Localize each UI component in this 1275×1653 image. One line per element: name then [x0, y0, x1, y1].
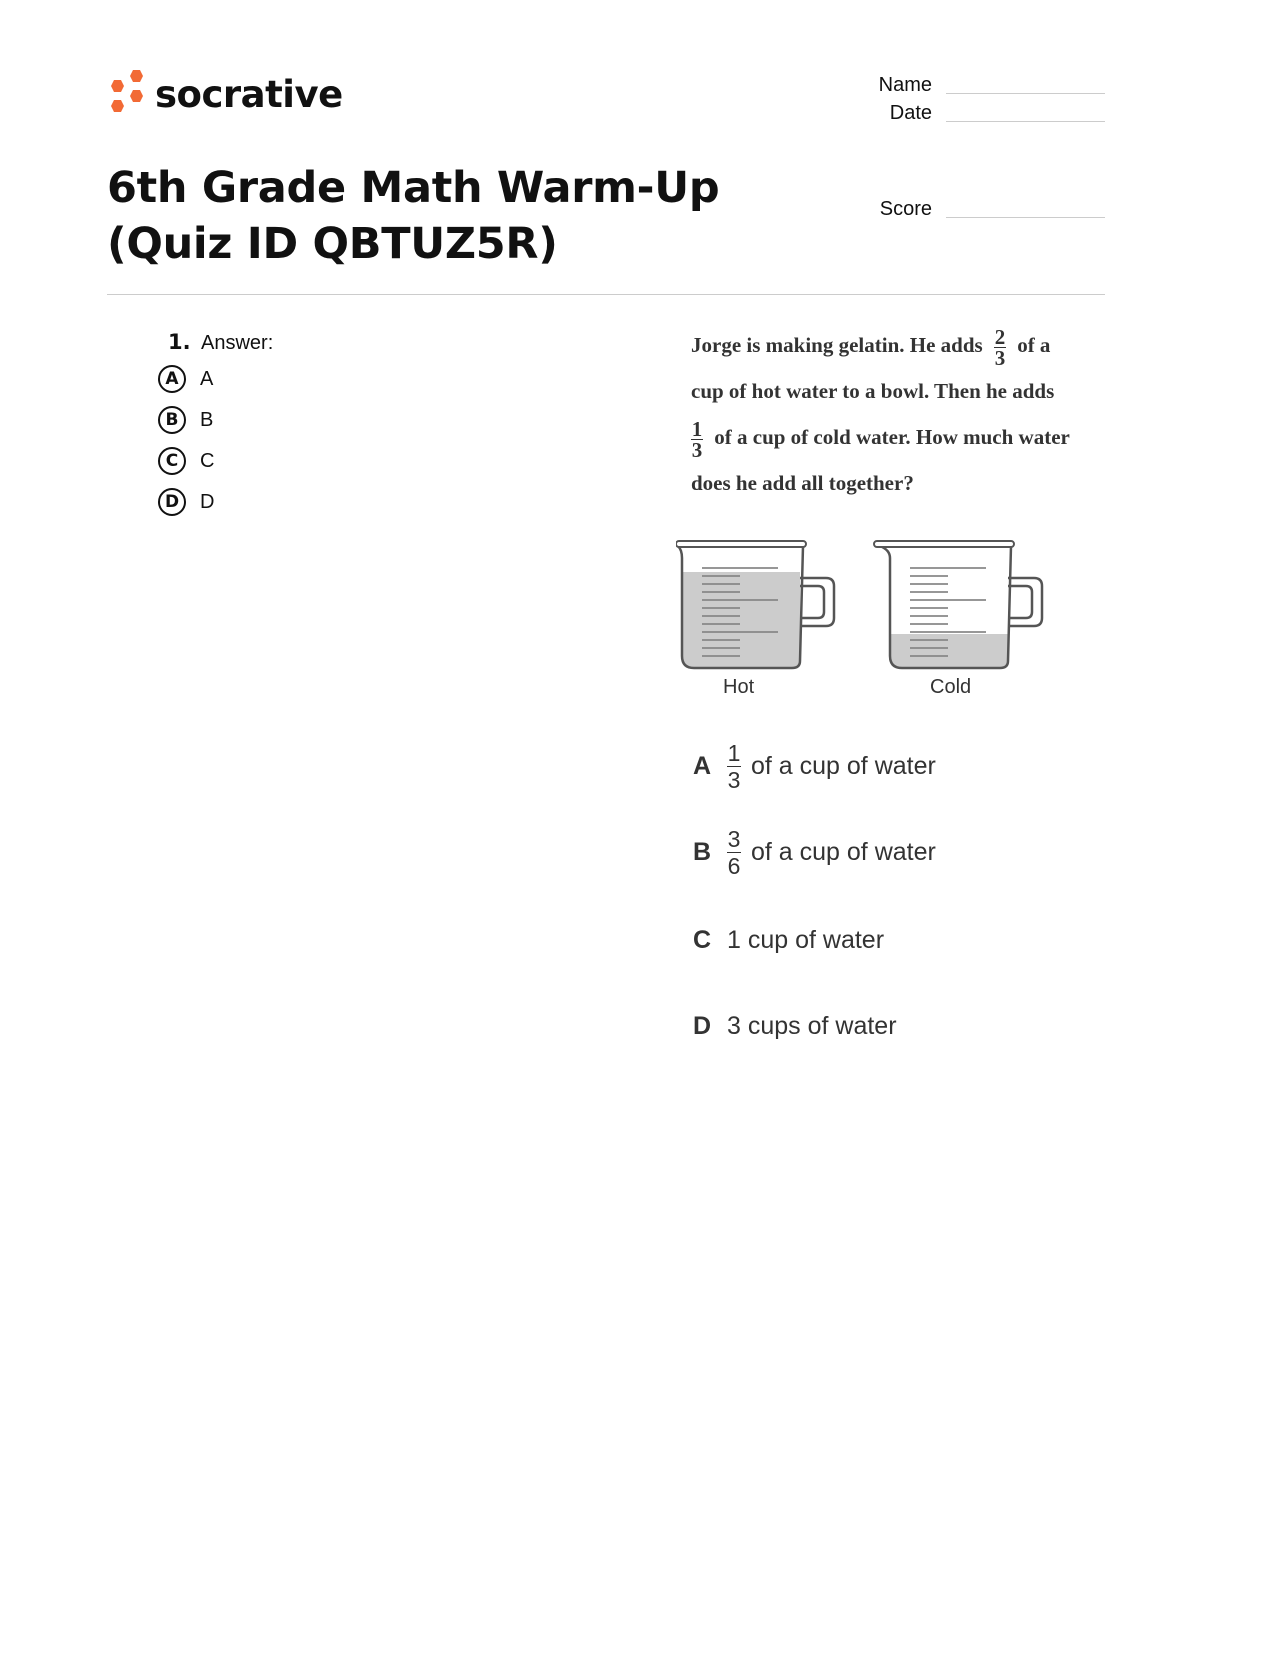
cold-label: Cold — [930, 676, 972, 698]
name-line[interactable] — [946, 92, 1105, 94]
date-line[interactable] — [946, 120, 1105, 122]
measuring-cups-illustration — [676, 536, 1056, 671]
choice-text: of a cup of water — [751, 838, 936, 866]
answer-label: Answer: — [201, 332, 274, 354]
header-divider — [107, 294, 1105, 295]
question-text-part: cup of hot water to a bowl. Then he adds — [691, 379, 1055, 403]
question-image — [676, 536, 1056, 698]
choice-letter: C — [693, 926, 712, 954]
answer-option-b[interactable] — [158, 406, 213, 434]
option-label: B — [200, 408, 214, 431]
choice-letter: B — [693, 838, 712, 866]
choice-a — [693, 740, 936, 793]
question-text-part: Jorge is making gelatin. He adds — [691, 333, 983, 357]
option-label: D — [200, 490, 215, 513]
score-field[interactable] — [860, 198, 1105, 221]
denominator: 6 — [727, 853, 741, 879]
choice-letter: D — [693, 1012, 712, 1040]
fraction-one-third — [727, 740, 741, 793]
date-field[interactable] — [860, 102, 1105, 125]
question-text-part: of a cup of cold water. How much water — [714, 425, 1070, 449]
question-text-part: of a — [1017, 333, 1051, 357]
score-label: Score — [879, 198, 932, 220]
name-label: Name — [878, 74, 932, 96]
question-text — [691, 322, 1111, 506]
page-title: 6th Grade Math Warm-Up (Quiz ID QBTUZ5R) — [107, 163, 720, 269]
fraction-two-thirds — [994, 324, 1006, 370]
option-label: A — [200, 367, 214, 390]
choice-c — [693, 926, 884, 955]
fraction-three-sixths — [727, 826, 741, 879]
answer-option-c[interactable] — [158, 447, 214, 475]
brand-logo — [107, 70, 343, 118]
option-label: C — [200, 449, 215, 472]
brand-name: socrative — [155, 72, 343, 116]
date-label: Date — [889, 102, 932, 124]
choice-text: 1 cup of water — [727, 926, 885, 954]
fraction-one-third — [691, 416, 703, 462]
choice-b — [693, 826, 936, 879]
denominator: 3 — [691, 437, 703, 462]
bubble-a[interactable]: A — [158, 365, 186, 393]
bubble-c[interactable]: C — [158, 447, 186, 475]
hot-cup-icon — [676, 541, 834, 668]
question-text-part: does he add all together? — [691, 471, 914, 495]
numerator: 3 — [727, 826, 741, 852]
denominator: 3 — [994, 345, 1006, 370]
cold-cup-icon — [874, 541, 1042, 668]
numerator: 1 — [691, 416, 703, 441]
choice-text: of a cup of water — [751, 752, 936, 780]
choice-letter: A — [693, 752, 712, 780]
bubble-d[interactable]: D — [158, 488, 186, 516]
score-line[interactable] — [946, 216, 1105, 218]
answer-option-d[interactable] — [158, 488, 214, 516]
hot-label: Hot — [723, 676, 755, 698]
question-number: 1. — [168, 330, 191, 354]
answer-option-a[interactable] — [158, 365, 213, 393]
socrative-hex-logo-icon — [107, 70, 147, 118]
numerator: 1 — [727, 740, 741, 766]
choice-text: 3 cups of water — [727, 1012, 897, 1040]
denominator: 3 — [727, 767, 741, 793]
name-field[interactable] — [860, 74, 1105, 97]
bubble-b[interactable]: B — [158, 406, 186, 434]
numerator: 2 — [994, 324, 1006, 349]
choice-d — [693, 1012, 897, 1041]
